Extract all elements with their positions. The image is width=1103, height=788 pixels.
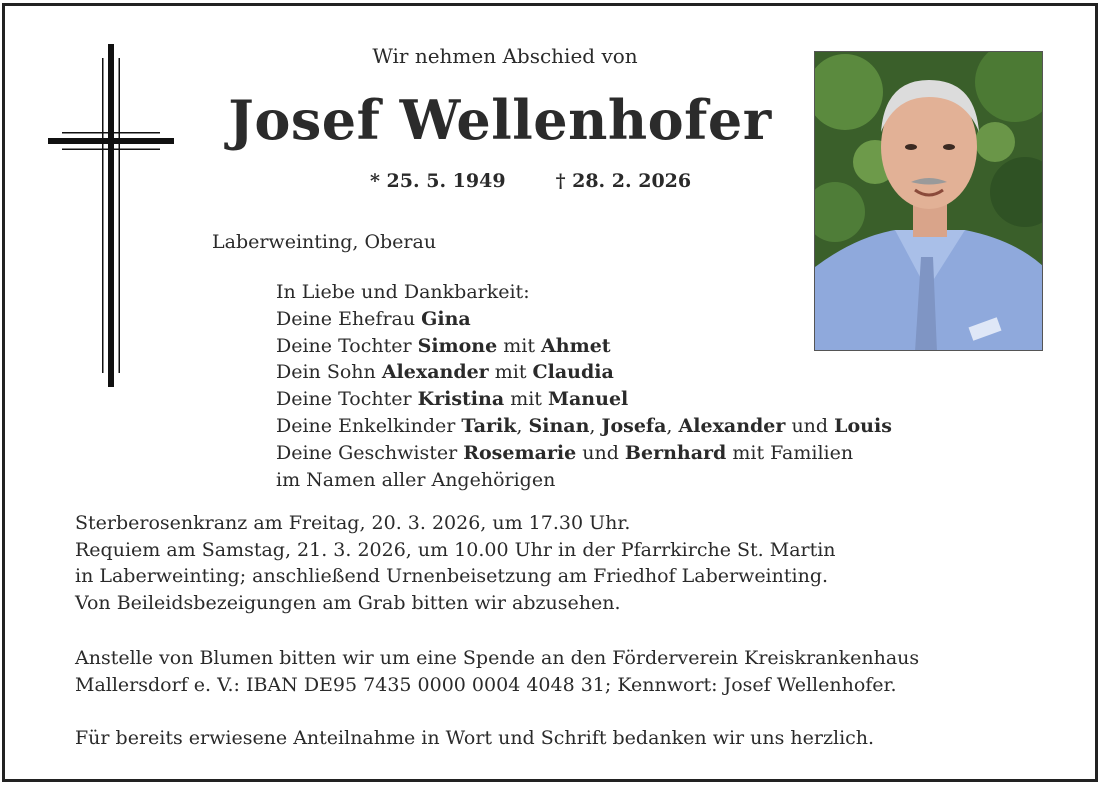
family-line: Deine Tochter Kristina mit Manuel <box>276 388 629 411</box>
family-list <box>276 279 892 493</box>
birth-date: * 25. 5. 1949 <box>370 170 506 192</box>
deceased-name: Josef Wellenhofer <box>228 88 772 152</box>
family-heading: In Liebe und Dankbarkeit: <box>276 281 530 303</box>
donation-iban-line: Mallersdorf e. V.: IBAN DE95 7435 0000 0004 4048 31; Kennwort: Josef Wellenhofer. <box>75 673 897 696</box>
service-info <box>75 510 836 616</box>
family-line: Deine Tochter Simone mit Ahmet <box>276 334 611 357</box>
requiem-line: Requiem am Samstag, 21. 3. 2026, um 10.00 Uhr in der Pfarrkirche St. Martin <box>75 538 836 561</box>
burial-line: in Laberweinting; anschließend Urnenbeisetzung am Friedhof Laberweinting. <box>75 565 829 587</box>
place-of-residence: Laberweinting, Oberau <box>212 231 437 253</box>
thanks-text: Für bereits erwiesene Anteilnahme in Wort und Schrift bedanken wir uns herzlich. <box>75 727 875 749</box>
family-line: Deine Ehefrau Gina <box>276 307 471 330</box>
family-line: Dein Sohn Alexander mit Claudia <box>276 361 614 384</box>
family-closing: im Namen aller Angehörigen <box>276 468 556 491</box>
portrait-photo <box>814 51 1043 351</box>
donation-info <box>75 645 919 698</box>
death-date: † 28. 2. 2026 <box>555 170 692 192</box>
portrait-illustration <box>815 52 1043 351</box>
condolence-line: Von Beileidsbezeigungen am Grab bitten wir abzusehen. <box>75 591 621 614</box>
donation-line: Anstelle von Blumen bitten wir um eine Spende an den Förderverein Kreiskrankenhaus <box>75 647 920 669</box>
family-line: Deine Geschwister Rosemarie und Bernhard mit Familien <box>276 441 854 464</box>
intro-text: Wir nehmen Abschied von <box>372 44 638 68</box>
life-dates <box>370 170 691 192</box>
rosary-line: Sterberosenkranz am Freitag, 20. 3. 2026, um 17.30 Uhr. <box>75 512 631 534</box>
family-line: Deine Enkelkinder Tarik, Sinan, Josefa, Alexander und Louis <box>276 414 892 437</box>
